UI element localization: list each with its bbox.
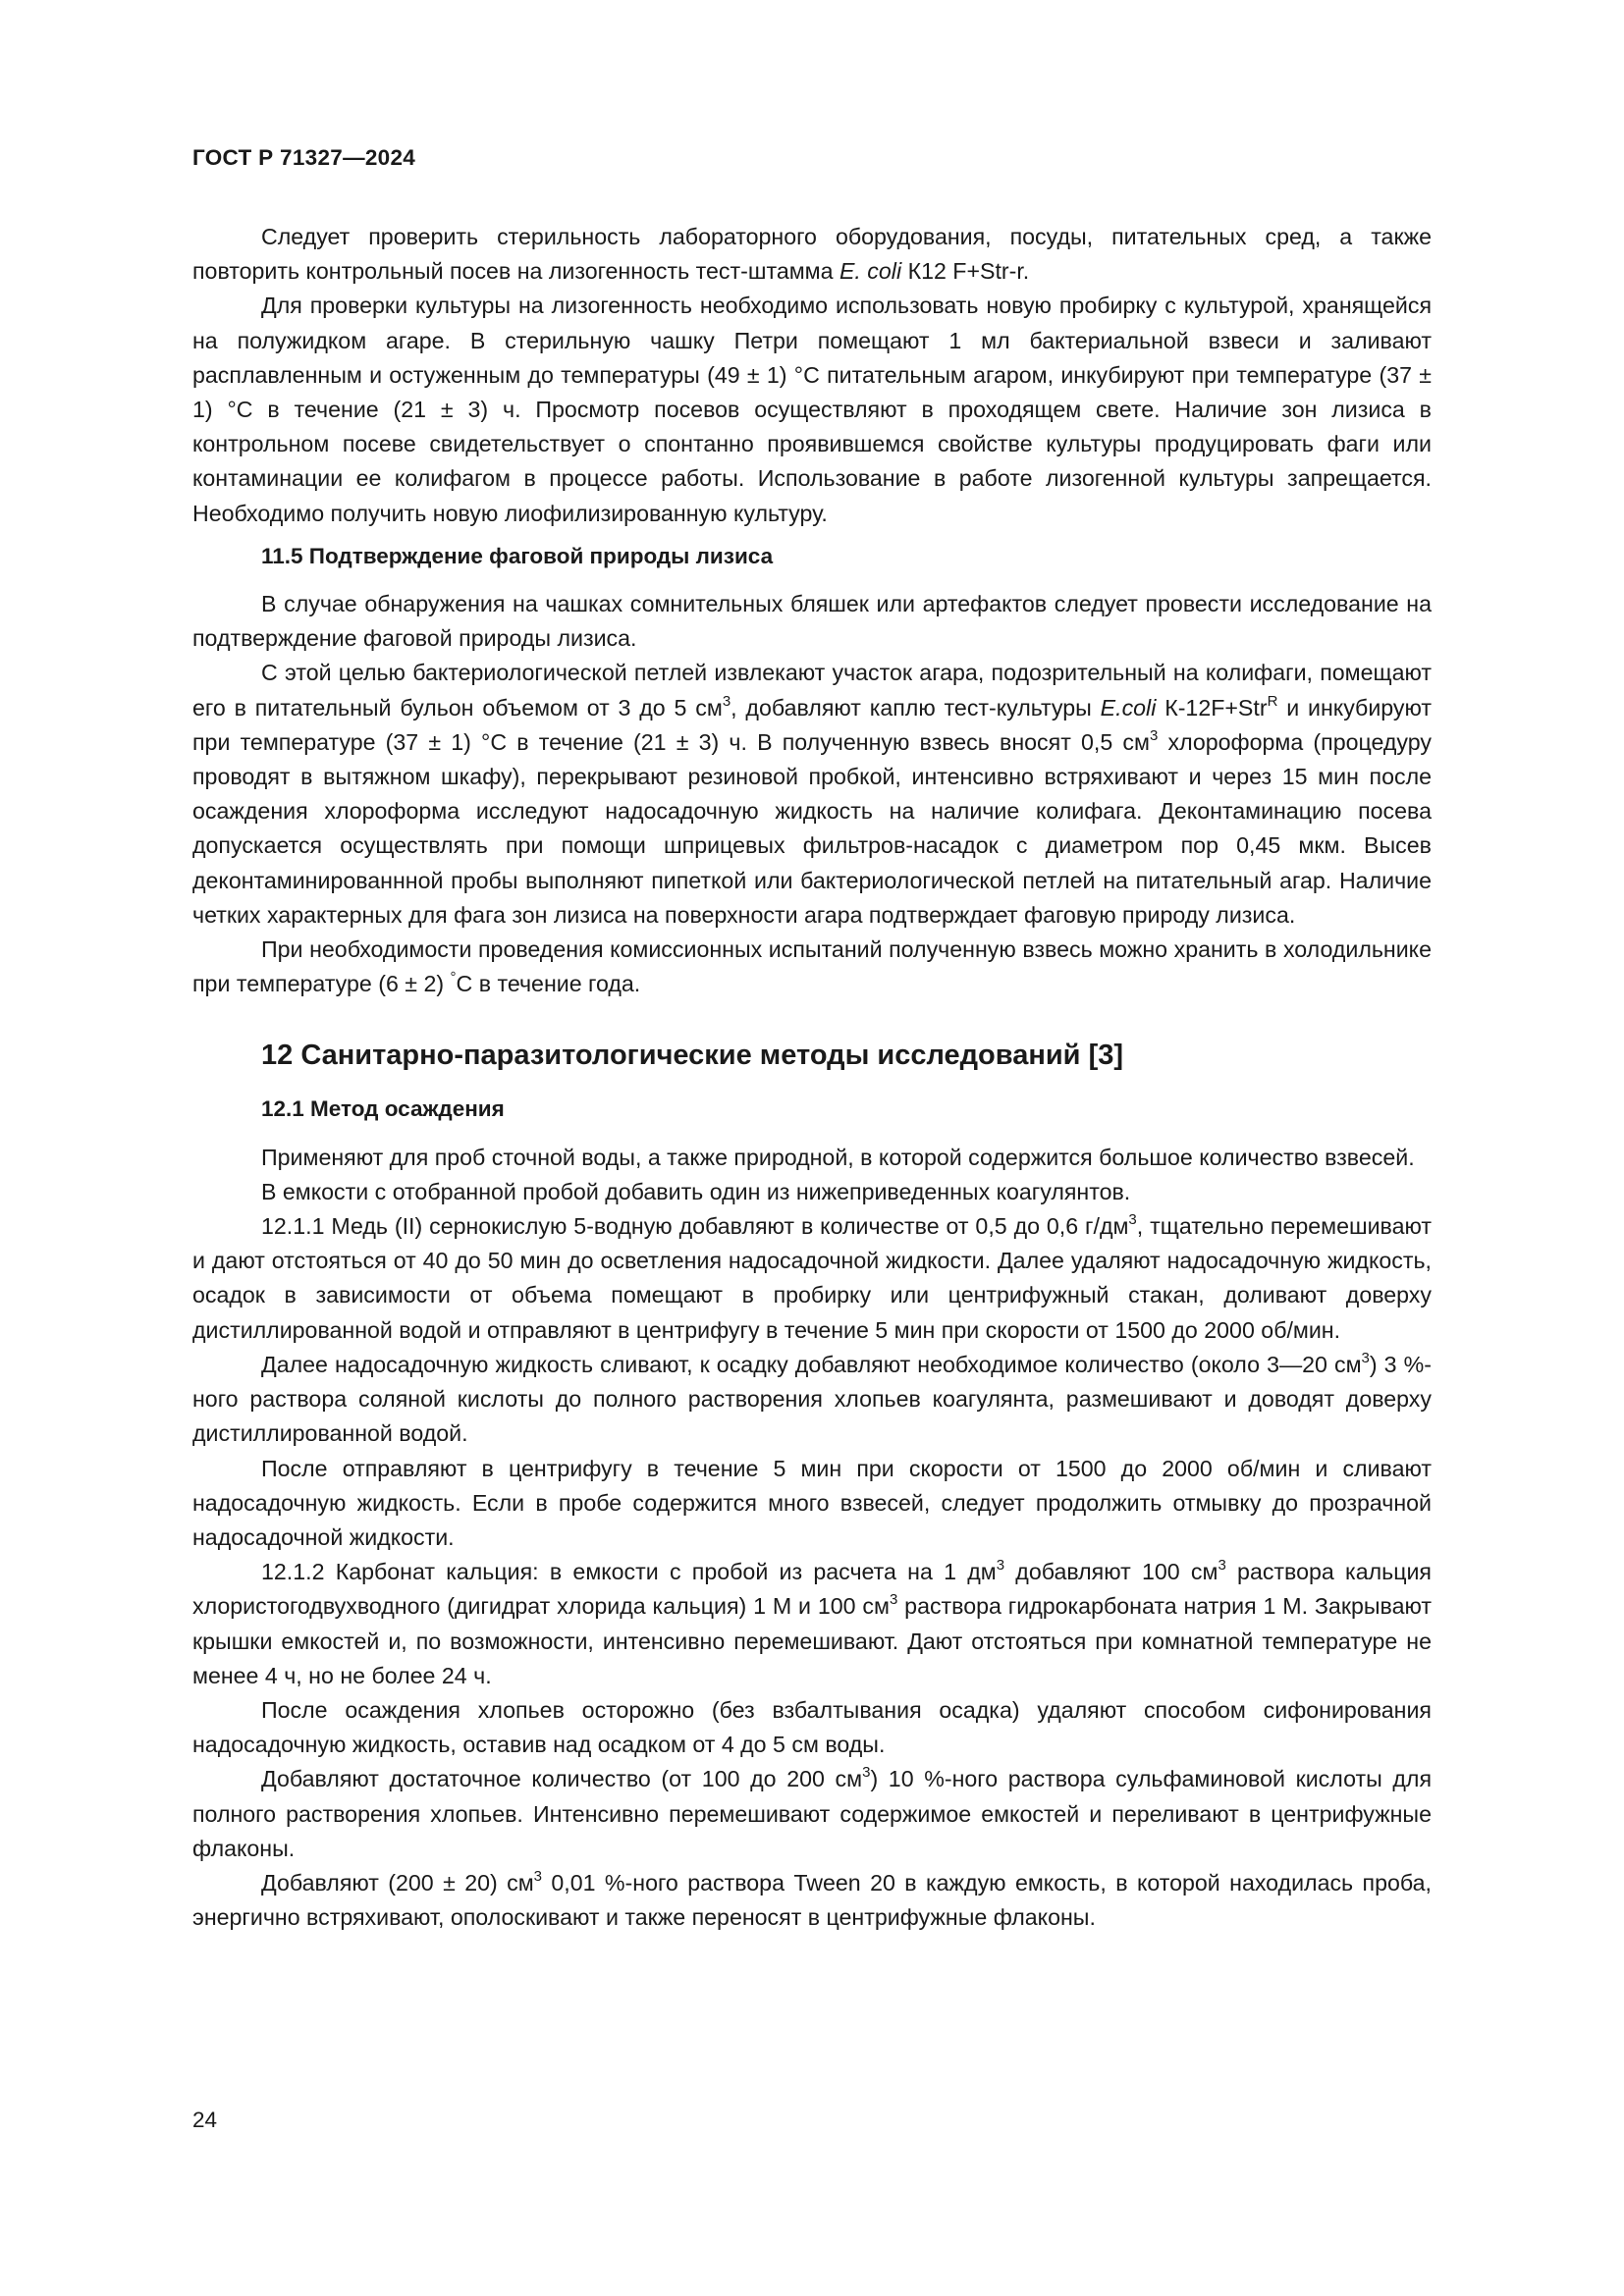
paragraph: При необходимости проведения комиссионных испытаний полученную взвесь можно хранить в холодильнике при температуре (6 ± 2) °С в течение года.	[192, 936, 1432, 997]
paragraph: Применяют для проб сточной воды, а также природной, в которой содержится большое количество взвесей.	[261, 1144, 1415, 1170]
paragraph: После отправляют в центрифугу в течение 5 мин при скорости от 1500 до 2000 об/мин и сливают надосадочную жидкость. Если в пробе содержится много взвесей, следует продолжить отмывку до прозрачной надосадочной жидкости.	[192, 1455, 1432, 1550]
section-heading-11-5: 11.5 Подтверждение фаговой природы лизиса	[261, 543, 774, 568]
document-header: ГОСТ Р 71327—2024	[192, 145, 416, 170]
paragraph: Добавляют достаточное количество (от 100 до 200 $см^3$) 10 %-ного раствора сульфаминовой кислоты для полного растворения хлопьев. Интенсивно перемешивают содержимое емкостей и переливают в центрифужные флаконы.	[192, 1764, 1433, 1861]
paragraph: 12.1.1 Медь (II) сернокислую 5-водную добавляют в количестве от 0,5 до 0,6 $г/дм^3$, тщательно перемешивают и дают отстояться от 40 до 50 мин до осветления надосадочной жидкости. Далее удаляют надосадочную жидкость, осадок в зависимости от объема помещают в пробирку или центрифужный стакан, доливают доверху дистиллированной водой и отправляют в центрифугу в течение 5 мин при скорости от 1500 до 2000 об/мин.	[192, 1211, 1432, 1343]
section-heading-12-1: 12.1 Метод осаждения	[261, 1096, 505, 1122]
section-heading-12: 12 Санитарно-паразитологические методы исследований [3]	[261, 1040, 1124, 1072]
paragraph: С этой целью бактериологической петлей извлекают участок агара, подозрительный на колифаги, помещают его в питательный бульон объемом от 3 до 5 $см^3$, добавляют каплю тест-культуры E.coli К-12F+Str$^R$ и инкубируют при температуре (37 ± 1) °С в течение (21 ± 3) ч. В полученную взвесь вносят 0,5 $см^3$ хлороформа (процедуру проводят в вытяжном шкафу), перекрывают резиновой пробкой, интенсивно встряхивают и через 15 мин после осаждения хлороформа исследуют надосадочную жидкость на наличие колифага. Деконтаминацию посева допускается осуществлять при помощи шприцевых фильтров-насадок с диаметром пор 0,45 мкм. Высев деконтаминированнной пробы выполняют пипеткой или бактериологической петлей на питательный агар. Наличие четких характерных для фага зон лизиса на поверхности агара подтверждает фаговую природу лизиса.	[192, 660, 1433, 928]
paragraph: В емкости с отобранной пробой добавить один из нижеприведенных коагулянтов.	[261, 1178, 1131, 1204]
document-body	[192, 220, 1432, 1935]
paragraph: Добавляют (200 ± 20) $см^3$ 0,01 %-ного раствора Tween 20 в каждую емкость, в которой находилась проба, энергично встряхивают, ополоскивают и также переносят в центрифужные флаконы.	[192, 1867, 1432, 1931]
paragraph: Для проверки культуры на лизогенность необходимо использовать новую пробирку с культурой, хранящейся на полужидком агаре. В стерильную чашку Петри помещают 1 мл бактериальной взвеси и заливают расплавленным и остуженным до температуры (49 ± 1) °С питательным агаром, инкубируют при температуре (37 ± 1) °С в течение (21 ± 3) ч. Просмотр посевов осуществляют в проходящем свете. Наличие зон лизиса в контрольном посеве свидетельствует о спонтанно проявившемся свойстве культуры продуцировать фаги или контаминации ее колифагом в процессе работы. Использование в работе лизогенной культуры запрещается. Необходимо получить новую лиофилизированную культуру.	[192, 293, 1432, 526]
paragraph: Следует проверить стерильность лабораторного оборудования, посуды, питательных сред, а также повторить контрольный посев на лизогенность тест-штамма E. coli К12 F+Str-r.	[192, 224, 1432, 285]
paragraph: После осаждения хлопьев осторожно (без взбалтывания осадка) удаляют способом сифонирования надосадочную жидкость, оставив над осадком от 4 до 5 см воды.	[192, 1696, 1432, 1758]
page-number: 24	[192, 2108, 218, 2132]
paragraph: 12.1.2 Карбонат кальция: в емкости с пробой из расчета на 1 $дм^3$ добавляют 100 $см^3$ раствора кальция хлористогодвухводного (дигидрат хлорида кальция) 1 М и 100 $см^3$ раствора гидрокарбоната натрия 1 М. Закрывают крышки емкостей и, по возможности, интенсивно перемешивают. Дают отстояться при комнатной температуре не менее 4 ч, но не более 24 ч.	[192, 1557, 1432, 1688]
paragraph: Далее надосадочную жидкость сливают, к осадку добавляют необходимое количество (около 3—20 $см^3$) 3 %-ного раствора соляной кислоты до полного растворения хлопьев коагулянта, размешивают и доводят доверху дистиллированной водой.	[192, 1349, 1432, 1447]
paragraph: В случае обнаружения на чашках сомнительных бляшек или артефактов следует провести исследование на подтверждение фаговой природы лизиса.	[192, 591, 1432, 652]
